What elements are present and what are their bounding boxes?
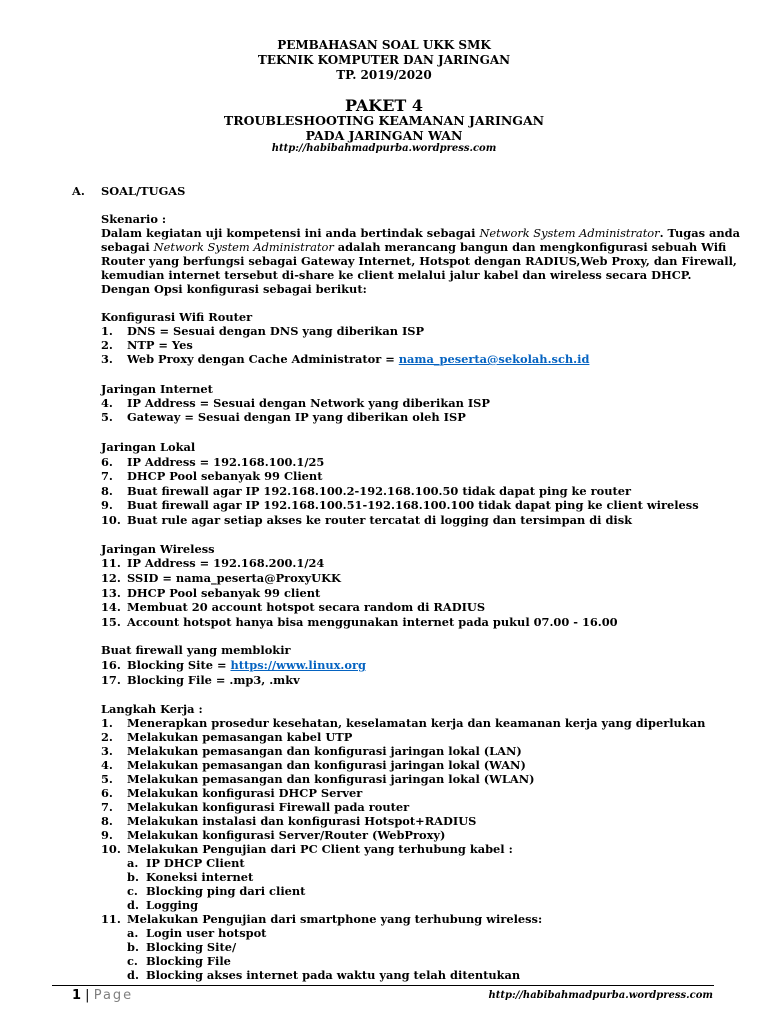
paket-title: PAKET 4 — [345, 96, 423, 115]
header-line-2: TEKNIK KOMPUTER DAN JARINGAN — [257, 53, 511, 67]
footer-divider — [52, 985, 714, 986]
lokal-heading: Jaringan Lokal — [101, 440, 196, 454]
header-url: http://habibahmadpurba.wordpress.com — [271, 143, 497, 154]
subtitle-1: TROUBLESHOOTING KEAMANAN JARINGAN — [223, 113, 545, 128]
document-page: PEMBAHASAN SOAL UKK SMK TEKNIK KOMPUTER DAN JARINGAN TP. 2019/2020 PAKET 4 TROUBLESHOOTING KEAMANAN JARINGAN PADA JARINGAN WAN http://habibahmadpurba.wordpress.com A. SOAL/TUGAS Skenario : Dalam kegiatan uji kompetensi ini anda bertindak sebagai Network System Administrator. Tugas anda sebagai Network System Administrator adalah merancang bangun dan mengkonfigurasi sebuah Wifi Router yang berfungsi sebagai Gateway Internet, Hotspot dengan RADIUS,Web Proxy, dan Firewall, kemudian internet tersebut di-share ke client melalui jalur kabel dan wireless secara DHCP. Dengan Opsi konfigurasi sebagai berikut: Konfigurasi Wifi Router 1. DNS = Sesuai dengan DNS yang diberikan ISP 2. NTP = Yes 3. Web Proxy dengan Cache Administrator = nama_peserta@sekolah.sch.id Jaringan Internet 4. IP Address = Sesuai dengan Network yang diberikan ISP 5. Gateway = Sesuai dengan IP yang diberikan oleh ISP Jaringan Lokal 6. IP Address = 192.168.100.1/25 7. DHCP Pool sebanyak 99 Client 8. Buat firewall agar IP 192.168.100.2-192.168.100.50 tidak dapat ping ke router 9. Buat firewall agar IP 192.168.100.51-192.168.100.100 tidak dapat ping ke client wireless 10. Buat rule agar setiap akses ke router tercatat di logging dan tersimpan di disk Jaringan Wireless 11. IP Address = 192.168.200.1/24 12. SSID = nama_peserta@ProxyUKK 13. DHCP Pool sebanyak 99 client 14. Membuat 20 account hotspot secara random di RADIUS 15. Account hotspot hanya bisa menggunakan internet pada pukul 07.00 - 16.00 Buat firewall yang memblokir 16. Blocking Site = https://www.linux.org 17. Blocking File = .mp3, .mkv Langkah Kerja : 1. Menerapkan prosedur kesehatan, keselamatan kerja dan keamanan kerja yang diperlukan 2. Melakukan pemasangan kabel UTP 3. Melakukan pemasangan dan konfigurasi jaringan lokal (LAN) 4. Melakukan pemasangan dan konfigurasi jaringan lokal (WAN) 5. Melakukan pemasangan dan konfigurasi jaringan lokal (WLAN) 6. Melakukan konfigurasi DHCP Server 7. Melakukan konfigurasi Firewall pada router 8. Melakukan instalasi dan konfigurasi Hotspot+RADIUS 9. Melakukan konfigurasi Server/Router (WebProxy) 10. Melakukan Pengujian dari PC Client yang terhubung kabel : a. IP DHCP Client b. Koneksi internet c. Blocking ping dari client d. Logging 11. Melakukan Pengujian dari smartphone yang terhubung wireless: a. Login user hotspot b. Blocking Site/ c. Blocking File d. Blocking akses internet pada waktu yang telah ditentukan 1 | Page http://habibahmadpurba.wordpress.com — [0, 0, 768, 1024]
section-title: SOAL/TUGAS — [101, 184, 186, 198]
skenario-line-5: Dengan Opsi konfigurasi sebagai berikut: — [101, 282, 367, 296]
blocked-site-link[interactable]: https://www.linux.org — [230, 658, 366, 672]
internet-heading: Jaringan Internet — [101, 382, 213, 396]
skenario-line-1: Dalam kegiatan uji kompetensi ini anda bertindak sebagai Network System Administrator. Tugas anda — [101, 226, 740, 240]
header-line-3: TP. 2019/2020 — [336, 68, 432, 82]
skenario-line-2: sebagai Network System Administrator adalah merancang bangun dan mengkonfigurasi sebuah Wifi — [101, 240, 727, 254]
footer-separator: | — [81, 988, 94, 1003]
subtitle-2: PADA JARINGAN WAN — [305, 128, 463, 143]
email-link[interactable]: nama_peserta@sekolah.sch.id — [398, 352, 590, 366]
langkah-heading: Langkah Kerja : — [101, 702, 203, 716]
section-letter: A. — [72, 184, 85, 198]
header-line-1: PEMBAHASAN SOAL UKK SMK — [277, 38, 491, 52]
firewall-heading: Buat firewall yang memblokir — [101, 643, 291, 657]
skenario-heading: Skenario : — [101, 212, 167, 226]
page-number: 1 — [72, 988, 82, 1003]
wifi-router-heading: Konfigurasi Wifi Router — [101, 310, 253, 324]
page-number-footer — [72, 988, 133, 1003]
wireless-heading: Jaringan Wireless — [101, 542, 215, 556]
page-label: Page — [93, 988, 134, 1003]
skenario-line-3: Router yang berfungsi sebagai Gateway Internet, Hotspot dengan RADIUS,Web Proxy, dan Firewall, — [101, 254, 737, 268]
skenario-line-4: kemudian internet tersebut di-share ke client melalui jalur kabel dan wireless secara DHCP. — [101, 268, 692, 282]
footer-url: http://habibahmadpurba.wordpress.com — [488, 990, 713, 1001]
